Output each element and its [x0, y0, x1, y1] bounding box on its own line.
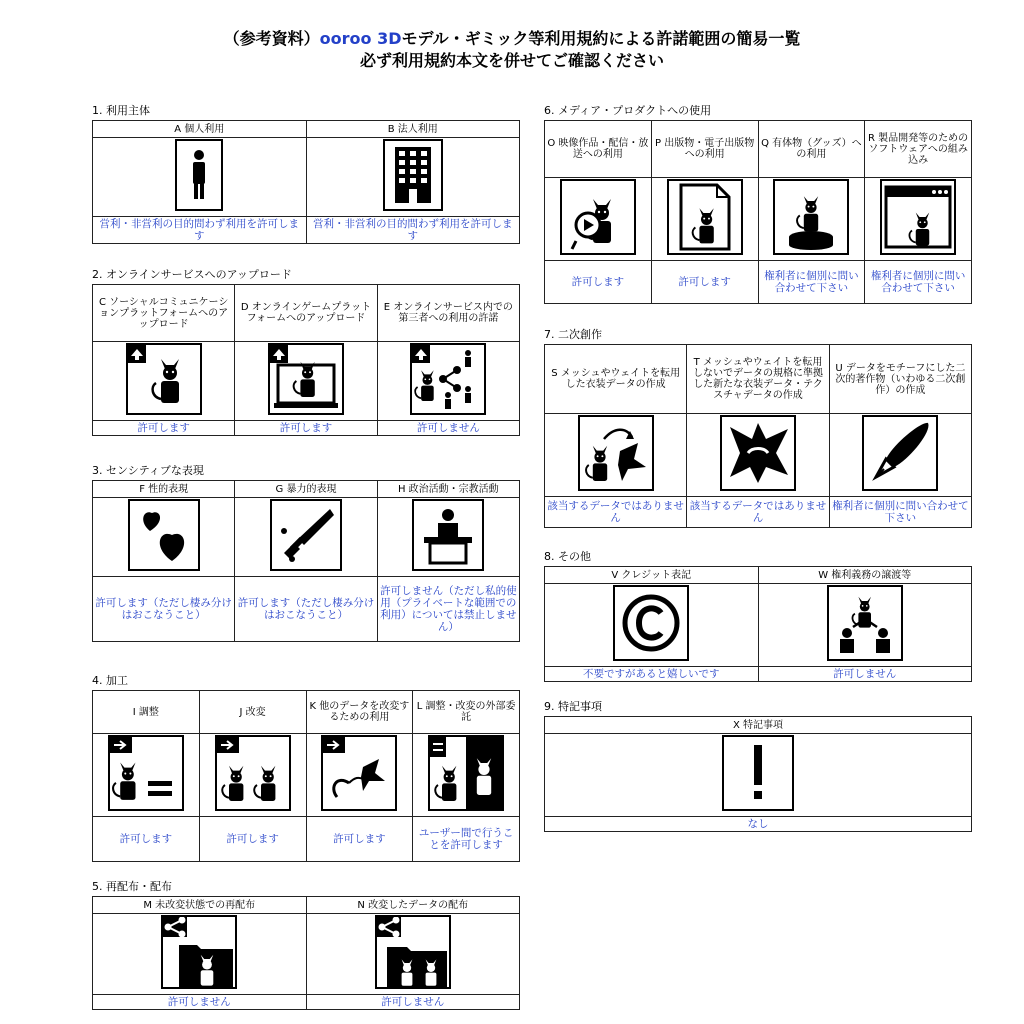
page-subtitle: 必ず利用規約本文を併せてご確認ください [359, 51, 664, 70]
section-label: 7. 二次創作 [544, 328, 602, 341]
share-users-icon [410, 343, 486, 415]
cell-head-p: P 出版物・電子出版物への利用 [651, 121, 758, 178]
status-v: 不要ですがあると嬉しいです [545, 667, 759, 682]
costume-transfer-icon [578, 415, 654, 491]
status-m: 許可しません [93, 995, 307, 1010]
figure-icon [773, 179, 849, 255]
section-processing [92, 674, 520, 862]
title-line [0, 28, 1024, 50]
section-label: 2. オンラインサービスへのアップロード [92, 268, 292, 281]
cell-head-e: E オンラインサービス内での第三者への利用の許諾 [377, 285, 519, 342]
processing-table [92, 690, 520, 862]
building-icon [383, 139, 443, 211]
status-g: 許可します（ただし棲み分けはおこなうこと） [235, 577, 377, 642]
cell-head-s: S メッシュやウェイトを転用した衣装データの作成 [545, 345, 687, 414]
cell-head-v: V クレジット表記 [545, 567, 759, 584]
title-main: モデル・ギミック等利用規約による許諾範囲の簡易一覧 [401, 29, 801, 48]
section-media-products [544, 104, 972, 304]
status-e: 許可しません [377, 421, 519, 436]
cell-head-n: N 改変したデータの配布 [306, 897, 520, 914]
upload-avatar-icon [126, 343, 202, 415]
cell-head-a: A 個人利用 [93, 121, 307, 138]
cell-head-u: U データをモチーフにした二次的著作物（いわゆる二次創作）の作成 [829, 345, 971, 414]
share-modified-icon [375, 915, 451, 989]
cell-head-f: F 性的表現 [93, 481, 235, 498]
cell-head-h: H 政治活動・宗教活動 [377, 481, 519, 498]
share-folder-icon [161, 915, 237, 989]
section-label: 3. センシティブな表現 [92, 464, 204, 477]
status-x: なし [545, 817, 972, 832]
status-n: 許可しません [306, 995, 520, 1010]
status-a: 営利・非営利の目的問わず利用を許可します [93, 217, 307, 244]
ribbon-transfer-icon [321, 735, 397, 811]
section-online-upload [92, 268, 520, 436]
status-b: 営利・非営利の目的問わず利用を許可します [306, 217, 520, 244]
special-notes-table [544, 716, 972, 832]
cell-head-x: X 特記事項 [545, 717, 972, 734]
section-special-notes [544, 700, 972, 832]
status-k: 許可します [306, 817, 413, 862]
cell-head-o: O 映像作品・配信・放送への利用 [545, 121, 652, 178]
status-j: 許可します [199, 817, 306, 862]
usage-subject-table [92, 120, 520, 244]
section-label: 8. その他 [544, 550, 591, 563]
cell-head-b: B 法人利用 [306, 121, 520, 138]
status-s: 該当するデータではありません [545, 497, 687, 528]
cell-head-t: T メッシュやウェイトを転用しないでデータの規格に準拠した新たな衣装データ・テクスチャデータの作成 [687, 345, 829, 414]
status-r: 権利者に個別に問い合わせて下さい [865, 261, 972, 304]
section-usage-subject [92, 104, 520, 244]
section-label: 5. 再配布・配布 [92, 880, 172, 893]
cell-head-g: G 暴力的表現 [235, 481, 377, 498]
document-icon [667, 179, 743, 255]
status-u: 権利者に個別に問い合わせて下さい [829, 497, 971, 528]
upload-monitor-icon [268, 343, 344, 415]
other-table [544, 566, 972, 682]
section-label: 4. 加工 [92, 674, 128, 687]
cell-head-i: I 調整 [93, 691, 200, 734]
status-p: 許可します [651, 261, 758, 304]
status-f: 許可します（ただし棲み分けはおこなうこと） [93, 577, 235, 642]
podium-icon [412, 499, 484, 571]
status-d: 許可します [235, 421, 377, 436]
cell-head-w: W 権利義務の譲渡等 [758, 567, 972, 584]
exclamation-icon [722, 735, 794, 811]
title-prefix: （参考資料） [223, 29, 320, 48]
section-sensitive [92, 464, 520, 642]
pen-icon [862, 415, 938, 491]
cell-head-q: Q 有体物（グッズ）への利用 [758, 121, 865, 178]
video-icon [560, 179, 636, 255]
software-icon [880, 179, 956, 255]
sensitive-table [92, 480, 520, 642]
transfer-rights-icon [827, 585, 903, 661]
outsource-icon [428, 735, 504, 811]
status-t: 該当するデータではありません [687, 497, 829, 528]
section-label: 1. 利用主体 [92, 104, 150, 117]
status-c: 許可します [93, 421, 235, 436]
page-title [0, 28, 1024, 72]
cell-head-l: L 調整・改変の外部委託 [413, 691, 520, 734]
new-costume-icon [720, 415, 796, 491]
cell-head-m: M 未改変状態での再配布 [93, 897, 307, 914]
cell-head-r: R 製品開発等のためのソフトウェアへの組み込み [865, 121, 972, 178]
section-label: 9. 特記事項 [544, 700, 602, 713]
section-redistribution [92, 880, 520, 1010]
knife-icon [270, 499, 342, 571]
person-icon [175, 139, 223, 211]
status-o: 許可します [545, 261, 652, 304]
media-products-table [544, 120, 972, 304]
copyright-icon [613, 585, 689, 661]
adjust-icon [108, 735, 184, 811]
status-h: 許可しません（ただし私的使用（プライベートな範囲での利用）については禁止しません） [377, 577, 519, 642]
section-label: 6. メディア・プロダクトへの使用 [544, 104, 712, 117]
cell-head-k: K 他のデータを改変するための利用 [306, 691, 413, 734]
status-i: 許可します [93, 817, 200, 862]
hearts-icon [128, 499, 200, 571]
status-w: 許可しません [758, 667, 972, 682]
status-l: ユーザー間で行うことを許可します [413, 817, 520, 862]
cell-head-j: J 改変 [199, 691, 306, 734]
title-brand: ooroo 3D [319, 29, 402, 48]
section-other [544, 550, 972, 682]
cell-head-c: C ソーシャルコミュニケーションプラットフォームへのアップロード [93, 285, 235, 342]
online-upload-table [92, 284, 520, 436]
modify-icon [215, 735, 291, 811]
status-q: 権利者に個別に問い合わせて下さい [758, 261, 865, 304]
section-derivative [544, 328, 972, 528]
derivative-table [544, 344, 972, 528]
redistribution-table [92, 896, 520, 1010]
cell-head-d: D オンラインゲームプラットフォームへのアップロード [235, 285, 377, 342]
